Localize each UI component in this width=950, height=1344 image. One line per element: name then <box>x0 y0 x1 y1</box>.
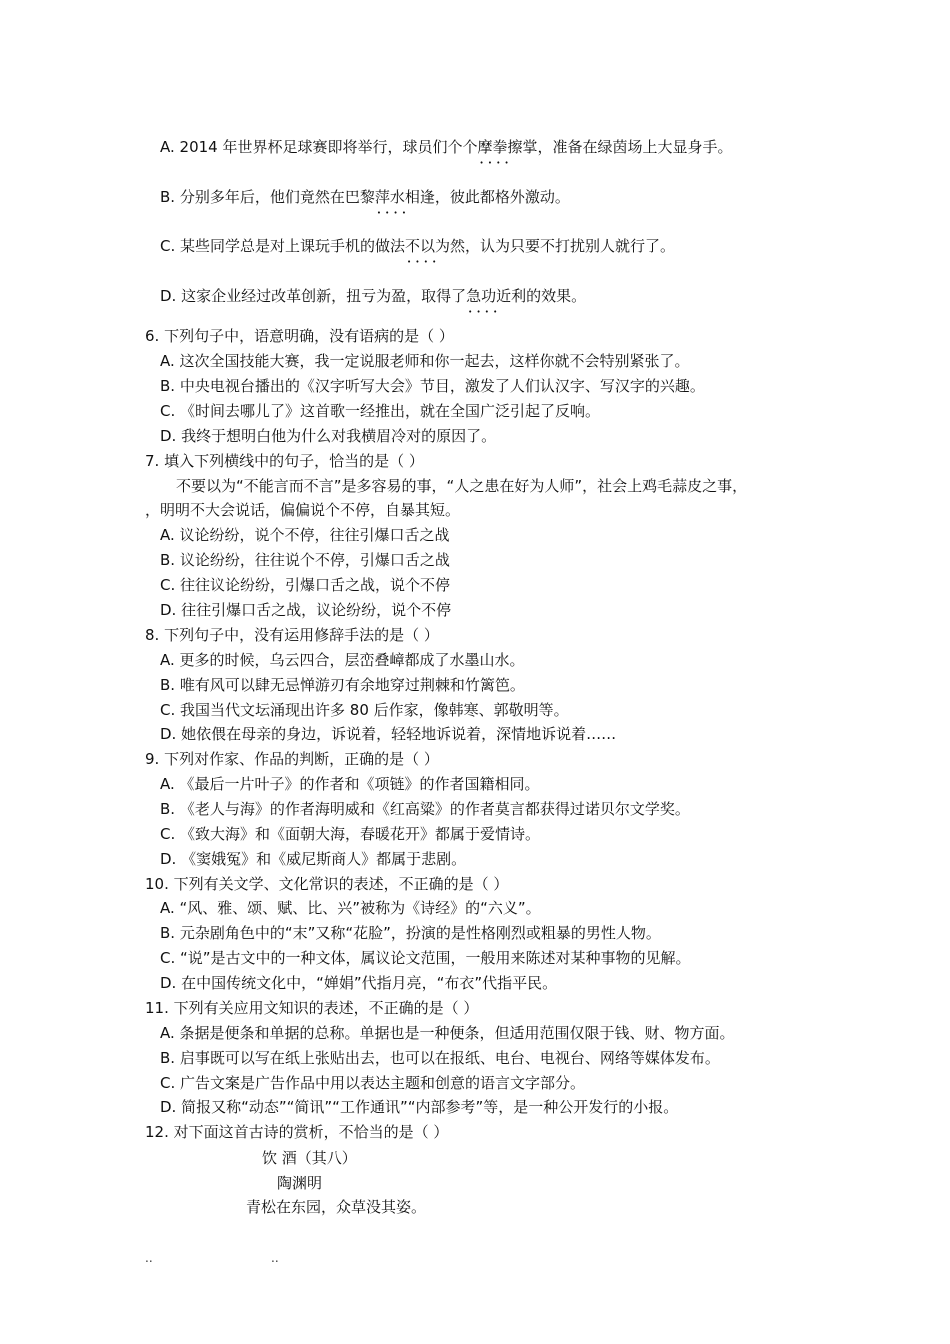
q5-option-b <box>160 187 570 207</box>
q8-stem: 8. 下列句子中，没有运用修辞手法的是（ ） <box>145 626 439 644</box>
q8-option-a: A. 更多的时候，乌云四合，层峦叠嶂都成了水墨山水。 <box>160 651 525 669</box>
q5-option-d-pre: D. 这家企业经过改革创新，扭亏为盈，取得了 <box>160 287 467 305</box>
poem-author: 陶渊明 <box>277 1174 323 1192</box>
q7-passage-line-2: ，明明不大会说话，偏偏说个不停，自暴其短。 <box>145 501 461 519</box>
q7-option-c: C. 往往议论纷纷，引爆口舌之战，说个不停 <box>160 576 451 594</box>
q8-option-d: D. 她依偎在母亲的身边，诉说着，轻轻地诉说着，深情地诉说着…… <box>160 725 617 743</box>
q10-option-a: A. “风、雅、颂、赋、比、兴”被称为《诗经》的“六义”。 <box>160 899 541 917</box>
footer-left-mark: .. <box>145 1251 153 1265</box>
footer-right-mark: .. <box>271 1251 279 1265</box>
poem-line-1: 青松在东园，众草没其姿。 <box>246 1198 427 1216</box>
q9-option-d: D. 《窦娥冤》和《威尼斯商人》都属于悲剧。 <box>160 850 467 868</box>
q6-option-d: D. 我终于想明白他为什么对我横眉冷对的原因了。 <box>160 427 497 445</box>
poem-title: 饮 酒（其八） <box>262 1149 357 1167</box>
q6-option-b: B. 中央电视台播出的《汉字听写大会》节目，激发了人们认汉字、写汉字的兴趣。 <box>160 377 705 395</box>
q7-passage-line-1: 不要以为“不能言而不言”是多容易的事，“人之患在好为人师”，社会上鸡毛蒜皮之事， <box>176 477 748 495</box>
q11-option-a: A. 条据是便条和单据的总称。单据也是一种便条，但适用范围仅限于钱、财、物方面。 <box>160 1024 735 1042</box>
q7-option-b: B. 议论纷纷，往往说个不停，引爆口舌之战 <box>160 551 450 569</box>
q5-option-d-emphasis: 急功近利 • • <box>466 287 526 305</box>
q8-option-b: B. 唯有风可以肆无忌惮游刃有余地穿过荆棘和竹篱笆。 <box>160 676 525 694</box>
q5-option-a <box>160 137 733 157</box>
q6-stem: 6. 下列句子中，语意明确，没有语病的是（ ） <box>145 327 454 345</box>
q5-option-d-post: 的效果。 <box>526 287 587 305</box>
q5-option-b-post: ，彼此都格外激动。 <box>434 188 570 206</box>
q5-option-a-post: ，准备在绿茵场上大显身手。 <box>537 138 733 156</box>
q5-option-d <box>160 286 586 306</box>
q11-stem: 11. 下列有关应用文知识的表述，不正确的是（ ） <box>145 999 479 1017</box>
q7-stem: 7. 填入下列横线中的句子，恰当的是（ ） <box>145 452 424 470</box>
q9-option-c: C. 《致大海》和《面朝大海，春暖花开》都属于爱情诗。 <box>160 825 541 843</box>
q7-option-a: A. 议论纷纷，说个不停，往往引爆口舌之战 <box>160 526 450 544</box>
q6-option-a: A. 这次全国技能大赛，我一定说服老师和你一起去，这样你就不会特别紧张了。 <box>160 352 690 370</box>
q5-option-c <box>160 236 675 256</box>
q5-option-c-pre: C. 某些同学总是对上课玩手机的做法 <box>160 237 406 255</box>
q10-option-b: B. 元杂剧角色中的“末”又称“花脸”，扮演的是性格刚烈或粗暴的男性人物。 <box>160 924 661 942</box>
q12-stem: 12. 对下面这首古诗的赏析，不恰当的是（ ） <box>145 1123 449 1141</box>
q11-option-c: C. 广告文案是广告作品中用以表达主题和创意的语言文字部分。 <box>160 1074 586 1092</box>
q9-option-b: B. 《老人与海》的作者海明威和《红高粱》的作者莫言都获得过诺贝尔文学奖。 <box>160 800 690 818</box>
q10-stem: 10. 下列有关文学、文化常识的表述，不正确的是（ ） <box>145 875 509 893</box>
q9-option-a: A. 《最后一片叶子》的作者和《项链》的作者国籍相同。 <box>160 775 540 793</box>
q8-option-c: C. 我国当代文坛涌现出许多 80 后作家，像韩寒、郭敬明等。 <box>160 701 569 719</box>
q5-option-c-post: ，认为只要不打扰别人就行了。 <box>465 237 676 255</box>
q9-stem: 9. 下列对作家、作品的判断，正确的是（ ） <box>145 750 439 768</box>
q5-option-b-emphasis: 萍水相逢 • • <box>375 188 435 206</box>
q5-option-c-emphasis: 不以为然 • • <box>405 237 465 255</box>
q7-option-d: D. 往往引爆口舌之战，议论纷纷，说个不停 <box>160 601 452 619</box>
q11-option-d: D. 简报又称“动态”“简讯”“工作通讯”“内部参考”等，是一种公开发行的小报。 <box>160 1098 679 1116</box>
q10-option-d: D. 在中国传统文化中，“婵娟”代指月亮，“布衣”代指平民。 <box>160 974 558 992</box>
q10-option-c: C. “说”是古文中的一种文体，属议论文范围，一般用来陈述对某种事物的见解。 <box>160 949 691 967</box>
q6-option-c: C. 《时间去哪儿了》这首歌一经推出，就在全国广泛引起了反响。 <box>160 402 601 420</box>
q5-option-b-pre: B. 分别多年后，他们竟然在巴黎 <box>160 188 375 206</box>
q5-option-a-pre: A. 2014 年世界杯足球赛即将举行，球员们个个 <box>160 138 478 156</box>
q5-option-a-emphasis: 摩拳擦掌 • • <box>477 138 537 156</box>
q11-option-b: B. 启事既可以写在纸上张贴出去，也可以在报纸、电台、电视台、网络等媒体发布。 <box>160 1049 720 1067</box>
